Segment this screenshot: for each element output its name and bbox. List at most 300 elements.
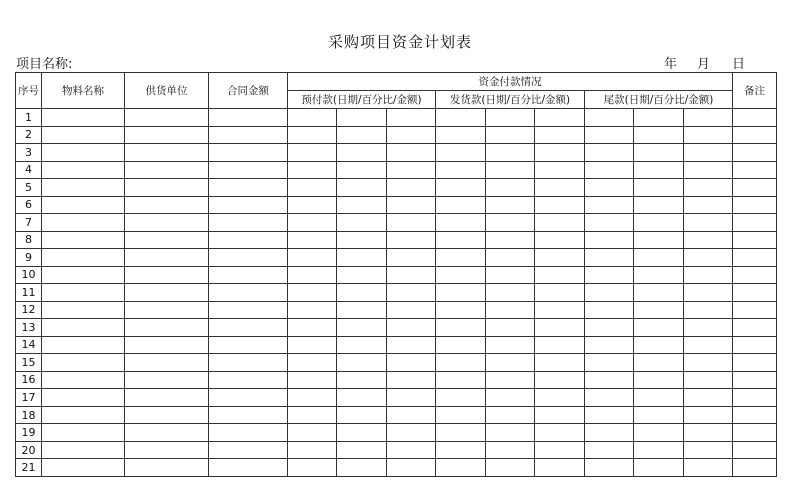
table-cell[interactable] (387, 459, 436, 477)
table-cell[interactable] (684, 459, 733, 477)
table-cell[interactable] (288, 424, 337, 442)
table-cell[interactable] (486, 284, 535, 302)
table-cell[interactable] (42, 301, 125, 319)
table-cell[interactable] (209, 231, 288, 249)
table-cell[interactable] (436, 231, 486, 249)
table-cell[interactable] (337, 284, 387, 302)
table-cell[interactable] (436, 214, 486, 232)
table-cell[interactable] (486, 319, 535, 337)
table-cell[interactable] (585, 179, 634, 197)
table-cell[interactable] (535, 284, 585, 302)
table-cell[interactable] (337, 441, 387, 459)
table-cell[interactable] (387, 424, 436, 442)
table-cell[interactable] (535, 179, 585, 197)
table-cell[interactable] (634, 144, 684, 162)
table-cell[interactable] (486, 144, 535, 162)
date-day-label: 日 (732, 57, 746, 72)
table-cell[interactable] (733, 126, 777, 144)
table-cell[interactable] (486, 424, 535, 442)
table-cell[interactable] (387, 266, 436, 284)
table-cell[interactable] (733, 319, 777, 337)
table-cell[interactable] (634, 126, 684, 144)
row-number: 5 (16, 179, 42, 197)
table-cell[interactable] (585, 301, 634, 319)
table-cell[interactable] (387, 214, 436, 232)
table-cell[interactable] (436, 371, 486, 389)
table-cell[interactable] (288, 459, 337, 477)
table-cell[interactable] (634, 109, 684, 127)
table-cell[interactable] (209, 459, 288, 477)
table-cell[interactable] (42, 161, 125, 179)
table-cell[interactable] (337, 214, 387, 232)
table-cell[interactable] (209, 354, 288, 372)
table-cell[interactable] (535, 354, 585, 372)
table-row (16, 389, 777, 407)
table-cell[interactable] (209, 371, 288, 389)
table-cell[interactable] (486, 196, 535, 214)
table-cell[interactable] (387, 389, 436, 407)
table-cell[interactable] (436, 179, 486, 197)
table-cell[interactable] (535, 319, 585, 337)
table-cell[interactable] (42, 231, 125, 249)
table-cell[interactable] (733, 301, 777, 319)
table-cell[interactable] (436, 336, 486, 354)
table-cell[interactable] (684, 161, 733, 179)
table-cell[interactable] (733, 196, 777, 214)
table-cell[interactable] (684, 214, 733, 232)
table-cell[interactable] (125, 231, 209, 249)
table-cell[interactable] (436, 406, 486, 424)
table-cell[interactable] (436, 249, 486, 267)
row-number: 4 (16, 161, 42, 179)
row-number: 6 (16, 196, 42, 214)
table-cell[interactable] (535, 406, 585, 424)
table-cell[interactable] (585, 336, 634, 354)
table-cell[interactable] (288, 231, 337, 249)
document-title: 采购项目资金计划表 (327, 33, 472, 51)
table-cell[interactable] (125, 179, 209, 197)
table-cell[interactable] (486, 161, 535, 179)
table-cell[interactable] (42, 179, 125, 197)
table-cell[interactable] (42, 354, 125, 372)
table-cell[interactable] (733, 266, 777, 284)
table-cell[interactable] (535, 266, 585, 284)
table-row (16, 144, 777, 162)
table-cell[interactable] (125, 319, 209, 337)
table-cell[interactable] (288, 144, 337, 162)
table-cell[interactable] (585, 109, 634, 127)
table-cell[interactable] (733, 214, 777, 232)
table-cell[interactable] (337, 371, 387, 389)
table-cell[interactable] (733, 144, 777, 162)
table-cell[interactable] (436, 161, 486, 179)
table-cell[interactable] (436, 354, 486, 372)
table-cell[interactable] (125, 266, 209, 284)
table-cell[interactable] (585, 231, 634, 249)
table-cell[interactable] (535, 336, 585, 354)
table-cell[interactable] (125, 196, 209, 214)
table-cell[interactable] (209, 266, 288, 284)
table-cell[interactable] (209, 126, 288, 144)
table-cell[interactable] (42, 214, 125, 232)
table-cell[interactable] (684, 284, 733, 302)
table-cell[interactable] (436, 424, 486, 442)
date-year-label: 年 (664, 57, 678, 72)
table-cell[interactable] (387, 109, 436, 127)
table-cell[interactable] (733, 354, 777, 372)
table-cell[interactable] (634, 231, 684, 249)
table-cell[interactable] (535, 441, 585, 459)
table-cell[interactable] (684, 266, 733, 284)
table-cell[interactable] (436, 441, 486, 459)
table-cell[interactable] (535, 231, 585, 249)
table-cell[interactable] (125, 459, 209, 477)
table-cell[interactable] (684, 196, 733, 214)
table-cell[interactable] (337, 424, 387, 442)
table-cell[interactable] (486, 214, 535, 232)
table-cell[interactable] (535, 389, 585, 407)
table-cell[interactable] (42, 284, 125, 302)
table-cell[interactable] (288, 179, 337, 197)
table-cell[interactable] (684, 424, 733, 442)
table-cell[interactable] (209, 389, 288, 407)
table-cell[interactable] (288, 284, 337, 302)
table-cell[interactable] (387, 441, 436, 459)
table-cell[interactable] (125, 126, 209, 144)
row-number: 11 (16, 284, 42, 302)
table-cell[interactable] (585, 424, 634, 442)
table-cell[interactable] (585, 459, 634, 477)
header-final-payment: 尾款(日期/百分比/金额) (585, 91, 733, 109)
table-cell[interactable] (387, 319, 436, 337)
table-cell[interactable] (209, 161, 288, 179)
table-cell[interactable] (42, 144, 125, 162)
table-cell[interactable] (535, 196, 585, 214)
table-cell[interactable] (634, 459, 684, 477)
table-cell[interactable] (387, 126, 436, 144)
row-number: 9 (16, 249, 42, 267)
table-cell[interactable] (42, 266, 125, 284)
table-cell[interactable] (288, 336, 337, 354)
table-cell[interactable] (42, 389, 125, 407)
table-cell[interactable] (585, 354, 634, 372)
table-cell[interactable] (125, 301, 209, 319)
table-cell[interactable] (585, 249, 634, 267)
table-cell[interactable] (209, 144, 288, 162)
table-cell[interactable] (337, 459, 387, 477)
table-cell[interactable] (387, 144, 436, 162)
table-cell[interactable] (733, 441, 777, 459)
table-cell[interactable] (486, 459, 535, 477)
table-row (16, 284, 777, 302)
table-cell[interactable] (486, 371, 535, 389)
table-cell[interactable] (486, 179, 535, 197)
table-cell[interactable] (125, 144, 209, 162)
table-cell[interactable] (684, 336, 733, 354)
table-cell[interactable] (535, 459, 585, 477)
table-cell[interactable] (535, 126, 585, 144)
table-cell[interactable] (209, 319, 288, 337)
table-cell[interactable] (337, 144, 387, 162)
table-cell[interactable] (288, 161, 337, 179)
header-remarks: 备注 (733, 73, 777, 109)
table-cell[interactable] (486, 301, 535, 319)
table-row (16, 109, 777, 127)
table-cell[interactable] (209, 214, 288, 232)
table-cell[interactable] (436, 126, 486, 144)
table-cell[interactable] (733, 371, 777, 389)
table-cell[interactable] (535, 424, 585, 442)
table-cell[interactable] (486, 441, 535, 459)
table-cell[interactable] (535, 301, 585, 319)
table-cell[interactable] (634, 424, 684, 442)
table-cell[interactable] (337, 179, 387, 197)
table-cell[interactable] (337, 336, 387, 354)
table-cell[interactable] (209, 109, 288, 127)
table-cell[interactable] (436, 284, 486, 302)
table-cell[interactable] (387, 231, 436, 249)
table-cell[interactable] (585, 441, 634, 459)
table-cell[interactable] (337, 196, 387, 214)
table-cell[interactable] (684, 406, 733, 424)
table-cell[interactable] (634, 301, 684, 319)
table-row (16, 214, 777, 232)
table-cell[interactable] (42, 406, 125, 424)
table-cell[interactable] (733, 179, 777, 197)
table-cell[interactable] (288, 354, 337, 372)
table-cell[interactable] (337, 109, 387, 127)
table-cell[interactable] (209, 336, 288, 354)
table-cell[interactable] (288, 441, 337, 459)
table-cell[interactable] (288, 371, 337, 389)
table-cell[interactable] (42, 441, 125, 459)
table-cell[interactable] (634, 266, 684, 284)
table-cell[interactable] (684, 126, 733, 144)
table-cell[interactable] (634, 336, 684, 354)
table-cell[interactable] (733, 109, 777, 127)
table-row (16, 179, 777, 197)
table-cell[interactable] (387, 284, 436, 302)
table-cell[interactable] (634, 214, 684, 232)
table-cell[interactable] (585, 144, 634, 162)
table-cell[interactable] (535, 371, 585, 389)
table-cell[interactable] (585, 319, 634, 337)
table-cell[interactable] (42, 249, 125, 267)
table-cell[interactable] (684, 354, 733, 372)
table-cell[interactable] (535, 214, 585, 232)
table-cell[interactable] (585, 214, 634, 232)
table-cell[interactable] (125, 214, 209, 232)
table-cell[interactable] (337, 301, 387, 319)
table-cell[interactable] (733, 424, 777, 442)
table-cell[interactable] (684, 301, 733, 319)
table-cell[interactable] (634, 389, 684, 407)
table-cell[interactable] (634, 179, 684, 197)
table-cell[interactable] (733, 459, 777, 477)
table-cell[interactable] (436, 459, 486, 477)
row-number: 3 (16, 144, 42, 162)
table-cell[interactable] (209, 284, 288, 302)
table-cell[interactable] (125, 389, 209, 407)
table-cell[interactable] (684, 371, 733, 389)
table-cell[interactable] (209, 441, 288, 459)
table-cell[interactable] (209, 179, 288, 197)
table-cell[interactable] (387, 406, 436, 424)
table-cell[interactable] (387, 179, 436, 197)
table-body (16, 109, 777, 477)
table-cell[interactable] (733, 249, 777, 267)
table-cell[interactable] (337, 389, 387, 407)
table-cell[interactable] (125, 441, 209, 459)
table-cell[interactable] (535, 144, 585, 162)
table-cell[interactable] (42, 459, 125, 477)
table-cell[interactable] (585, 406, 634, 424)
table-cell[interactable] (337, 354, 387, 372)
table-cell[interactable] (585, 196, 634, 214)
table-cell[interactable] (634, 441, 684, 459)
table-cell[interactable] (337, 249, 387, 267)
table-cell[interactable] (486, 126, 535, 144)
table-cell[interactable] (337, 126, 387, 144)
table-cell[interactable] (209, 301, 288, 319)
table-cell[interactable] (387, 249, 436, 267)
header-payment-status: 资金付款情况 (288, 73, 733, 91)
table-cell[interactable] (288, 126, 337, 144)
row-number: 20 (16, 441, 42, 459)
table-cell[interactable] (288, 196, 337, 214)
table-cell[interactable] (486, 406, 535, 424)
table-cell[interactable] (486, 389, 535, 407)
table-cell[interactable] (684, 179, 733, 197)
table-cell[interactable] (486, 109, 535, 127)
table-cell[interactable] (337, 266, 387, 284)
table-cell[interactable] (684, 144, 733, 162)
table-cell[interactable] (634, 196, 684, 214)
table-cell[interactable] (436, 196, 486, 214)
table-cell[interactable] (125, 161, 209, 179)
table-cell[interactable] (436, 144, 486, 162)
table-cell[interactable] (733, 336, 777, 354)
table-cell[interactable] (436, 266, 486, 284)
table-cell[interactable] (684, 231, 733, 249)
table-cell[interactable] (634, 319, 684, 337)
table-cell[interactable] (684, 389, 733, 407)
table-row (16, 406, 777, 424)
table-cell[interactable] (125, 284, 209, 302)
table-cell[interactable] (585, 389, 634, 407)
table-cell[interactable] (209, 424, 288, 442)
table-cell[interactable] (288, 249, 337, 267)
table-cell[interactable] (288, 319, 337, 337)
table-cell[interactable] (42, 109, 125, 127)
table-cell[interactable] (42, 319, 125, 337)
row-number: 19 (16, 424, 42, 442)
table-cell[interactable] (436, 319, 486, 337)
table-cell[interactable] (486, 336, 535, 354)
table-cell[interactable] (634, 284, 684, 302)
table-row (16, 266, 777, 284)
table-cell[interactable] (387, 371, 436, 389)
table-cell[interactable] (288, 214, 337, 232)
table-cell[interactable] (436, 389, 486, 407)
table-cell[interactable] (42, 424, 125, 442)
table-cell[interactable] (634, 371, 684, 389)
table-cell[interactable] (337, 406, 387, 424)
header-supplier: 供货单位 (125, 73, 209, 109)
table-cell[interactable] (486, 266, 535, 284)
table-cell[interactable] (634, 354, 684, 372)
table-cell[interactable] (209, 196, 288, 214)
table-cell[interactable] (288, 266, 337, 284)
table-cell[interactable] (733, 161, 777, 179)
table-cell[interactable] (288, 406, 337, 424)
table-cell[interactable] (288, 301, 337, 319)
table-cell[interactable] (733, 231, 777, 249)
table-cell[interactable] (387, 161, 436, 179)
table-cell[interactable] (486, 231, 535, 249)
table-cell[interactable] (436, 109, 486, 127)
table-cell[interactable] (42, 371, 125, 389)
table-cell[interactable] (585, 161, 634, 179)
table-cell[interactable] (733, 406, 777, 424)
table-cell[interactable] (634, 161, 684, 179)
table-cell[interactable] (585, 371, 634, 389)
table-cell[interactable] (535, 161, 585, 179)
table-cell[interactable] (535, 249, 585, 267)
table-cell[interactable] (209, 406, 288, 424)
table-cell[interactable] (387, 354, 436, 372)
table-cell[interactable] (337, 231, 387, 249)
row-number: 12 (16, 301, 42, 319)
table-cell[interactable] (42, 126, 125, 144)
table-cell[interactable] (585, 284, 634, 302)
table-cell[interactable] (42, 336, 125, 354)
table-cell[interactable] (684, 249, 733, 267)
table-cell[interactable] (125, 406, 209, 424)
table-cell[interactable] (125, 249, 209, 267)
table-cell[interactable] (585, 266, 634, 284)
table-cell[interactable] (486, 354, 535, 372)
table-cell[interactable] (125, 371, 209, 389)
table-cell[interactable] (634, 249, 684, 267)
table-cell[interactable] (733, 284, 777, 302)
table-cell[interactable] (337, 319, 387, 337)
table-cell[interactable] (209, 249, 288, 267)
table-cell[interactable] (634, 406, 684, 424)
table-cell[interactable] (684, 319, 733, 337)
table-cell[interactable] (436, 301, 486, 319)
table-cell[interactable] (387, 301, 436, 319)
table-cell[interactable] (288, 109, 337, 127)
table-cell[interactable] (387, 336, 436, 354)
table-cell[interactable] (486, 249, 535, 267)
table-cell[interactable] (733, 389, 777, 407)
table-cell[interactable] (585, 126, 634, 144)
table-cell[interactable] (684, 109, 733, 127)
table-cell[interactable] (288, 389, 337, 407)
table-row (16, 161, 777, 179)
table-cell[interactable] (125, 424, 209, 442)
table-cell[interactable] (125, 336, 209, 354)
table-cell[interactable] (125, 109, 209, 127)
table-cell[interactable] (387, 196, 436, 214)
row-number: 16 (16, 371, 42, 389)
table-cell[interactable] (42, 196, 125, 214)
table-cell[interactable] (125, 354, 209, 372)
table-cell[interactable] (535, 109, 585, 127)
table-cell[interactable] (684, 441, 733, 459)
table-cell[interactable] (337, 161, 387, 179)
